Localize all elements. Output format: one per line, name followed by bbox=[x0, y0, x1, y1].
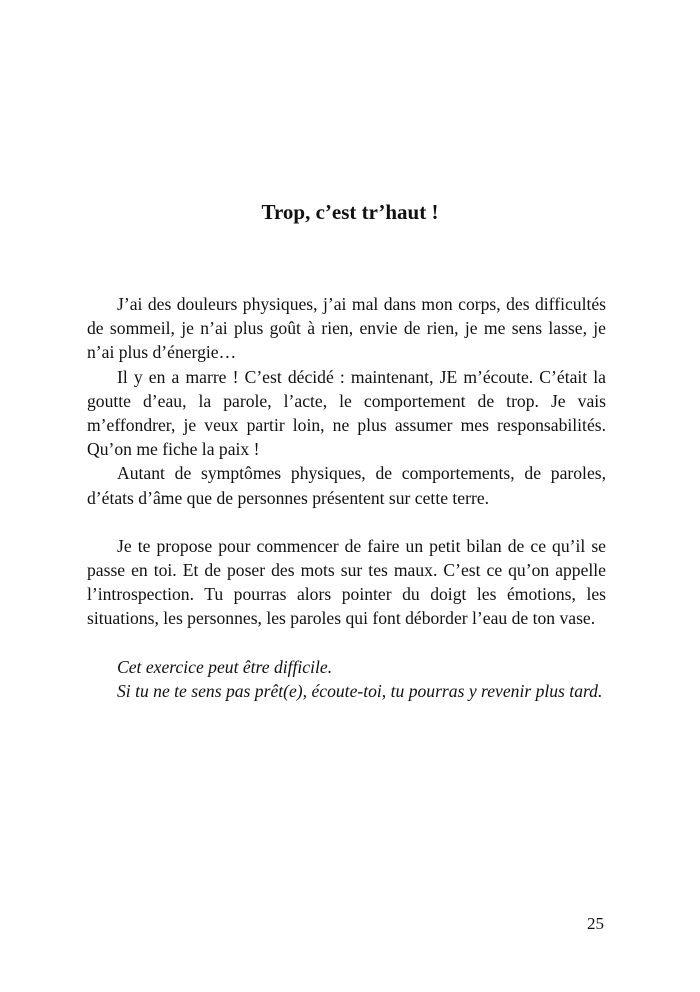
italic-line-2: Si tu ne te sens pas prêt(e), écoute-toi, tu pourras y revenir plus tard. bbox=[117, 680, 603, 701]
page-number: 25 bbox=[587, 914, 604, 933]
exercise-note bbox=[87, 655, 606, 703]
chapter-body bbox=[87, 292, 606, 703]
paragraph-gap bbox=[87, 631, 606, 655]
paragraph-1: J’ai des douleurs physiques, j’ai mal dans mon corps, des difficultés de sommeil, je n’ai plus goût à rien, envie de rien, je me sens lasse, je n’ai plus d’énergie… bbox=[87, 294, 606, 363]
paragraph-4: Je te propose pour commencer de faire un petit bilan de ce qu’il se passe en toi. Et de poser des mots sur tes maux. C’est ce qu’on appelle l’introspection. Tu pourras alors pointer du doigt les émotions, les situations, les personnes, les paroles qui font déborder l’eau de ton vase. bbox=[87, 535, 606, 629]
italic-line-1: Cet exercice peut être difficile. bbox=[117, 656, 333, 677]
paragraph-gap bbox=[87, 510, 606, 534]
chapter-title: Trop, c’est tr’haut ! bbox=[261, 200, 439, 224]
paragraph-3: Autant de symptômes physiques, de comportements, de paroles, d’états d’âme que de personnes présentent sur cette terre. bbox=[87, 463, 606, 508]
paragraph-2: Il y en a marre ! C’est décidé : maintenant, JE m’écoute. C’était la goutte d’eau, la parole, l’acte, le comportement de trop. Je vais m’effondrer, je veux partir loin, ne plus assumer mes responsabilités. Qu’on me fiche la paix ! bbox=[87, 366, 606, 460]
